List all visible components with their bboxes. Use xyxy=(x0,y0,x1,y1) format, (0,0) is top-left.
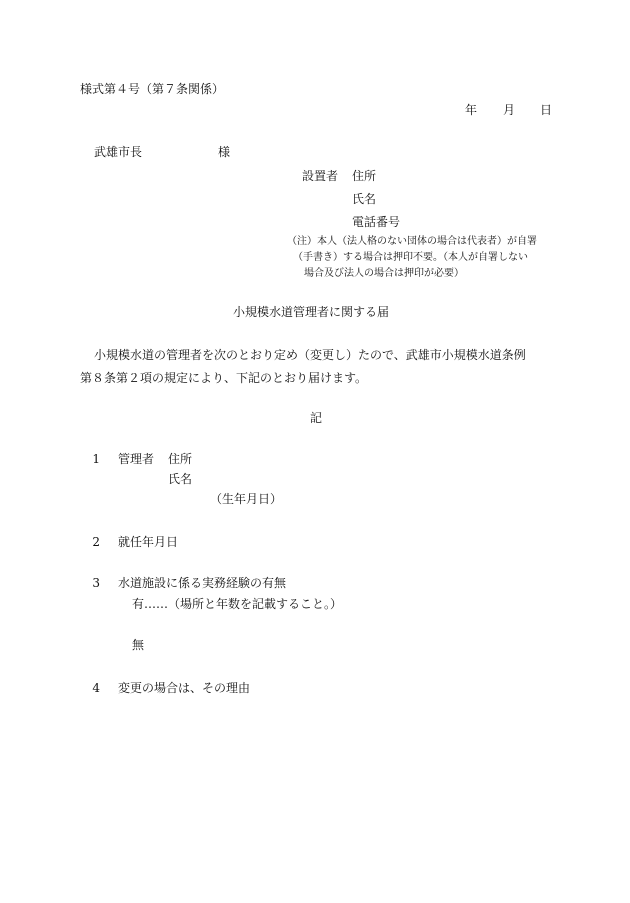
item-1-name-label: 氏名 xyxy=(168,472,193,486)
date-month-label: 月 xyxy=(503,103,516,117)
body-line-2: 第８条第２項の規定により、下記のとおり届けます。 xyxy=(80,371,368,385)
date-year-label: 年 xyxy=(465,103,478,117)
item-4-label: 変更の場合は、その理由 xyxy=(118,681,251,695)
item-1-address-label: 住所 xyxy=(168,452,193,466)
applicant-address-label: 住所 xyxy=(352,169,377,183)
applicant-name-label: 氏名 xyxy=(352,192,377,206)
item-3-yes-option: 有……（場所と年数を記載すること。） xyxy=(132,597,343,611)
item-3-no-option: 無 xyxy=(132,638,145,652)
item-3-number: 3 xyxy=(92,576,100,590)
date-day-label: 日 xyxy=(540,103,553,117)
item-2-number: 2 xyxy=(92,535,100,549)
item-1-label: 管理者 xyxy=(118,452,155,466)
seal-note-line-3: 場合及び法人の場合は押印が必要） xyxy=(304,268,464,279)
item-1-number: 1 xyxy=(92,452,100,466)
document-title: 小規模水道管理者に関する届 xyxy=(233,305,390,319)
body-line-1: 小規模水道の管理者を次のとおり定め（変更し）たので、武雄市小規模水道条例 xyxy=(94,348,526,362)
applicant-phone-label: 電話番号 xyxy=(352,215,401,229)
item-1-birth-label: （生年月日） xyxy=(210,492,283,506)
form-number: 様式第４号（第７条関係） xyxy=(80,82,225,96)
item-4-number: 4 xyxy=(92,681,100,695)
item-3-label: 水道施設に係る実務経験の有無 xyxy=(118,576,287,590)
ki-heading: 記 xyxy=(310,411,323,425)
item-2-label: 就任年月日 xyxy=(118,535,179,549)
addressee-mayor: 武雄市長 xyxy=(94,145,143,159)
addressee-honorific: 様 xyxy=(218,145,231,159)
applicant-role: 設置者 xyxy=(302,169,339,183)
seal-note-line-2: （手書き）する場合は押印不要。（本人が自署しない xyxy=(293,252,528,263)
seal-note-line-1: （注）本人（法人格のない団体の場合は代表者）が自署 xyxy=(287,236,537,247)
